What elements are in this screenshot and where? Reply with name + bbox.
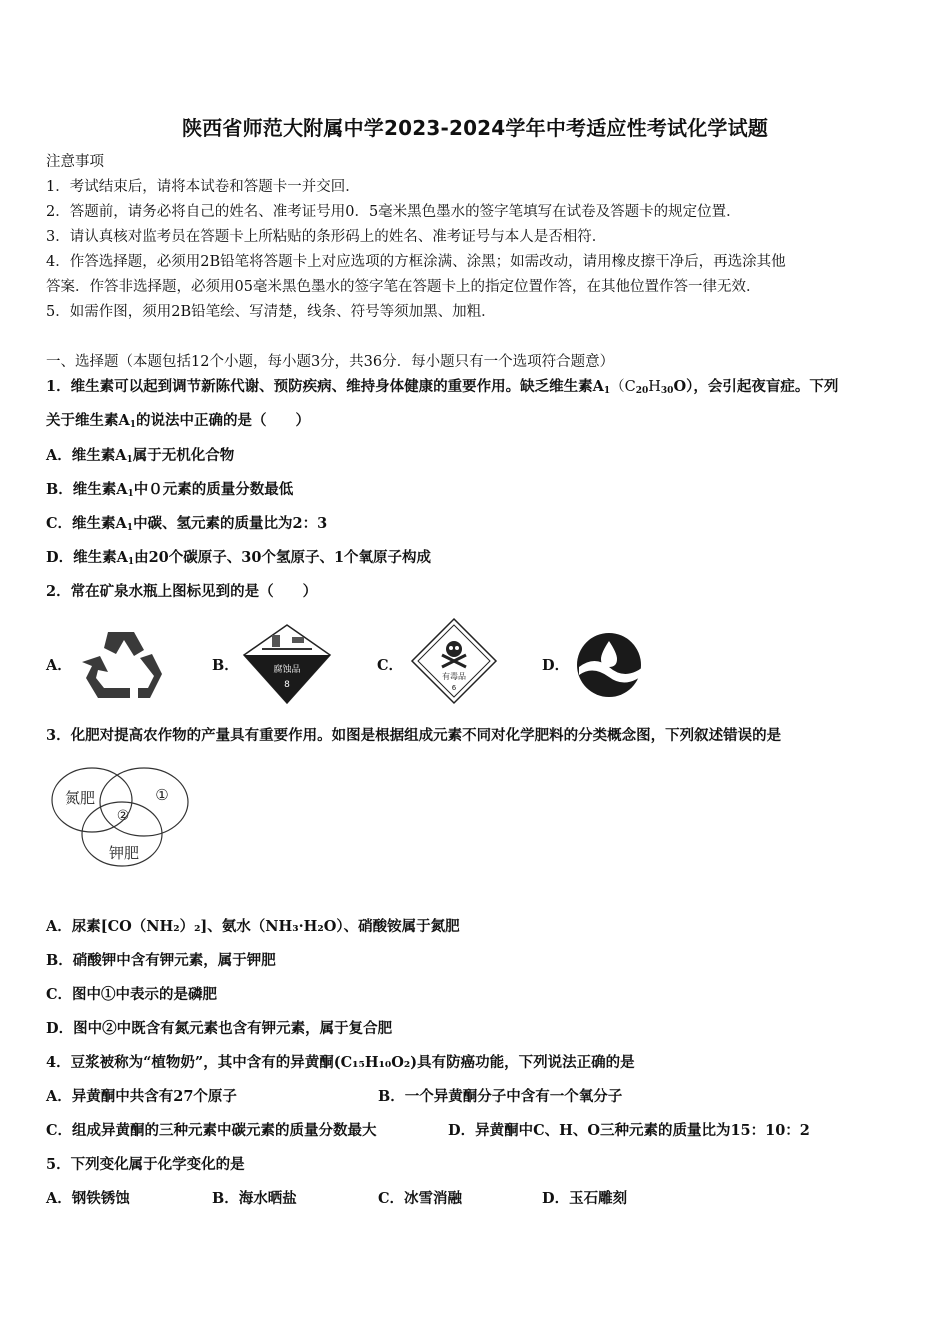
q1-c-pre: C．维生素A xyxy=(46,515,127,532)
q2-label-c[interactable]: C． xyxy=(377,657,404,674)
notice-item-4-cont: 答案．作答非选择题，必须用05毫米黑色墨水的签字笔在答题卡上的指定位置作答，在其他位置作答一律无效． xyxy=(46,279,761,295)
fertilizer-venn-diagram xyxy=(46,762,196,872)
venn-region-2: ② xyxy=(116,808,130,824)
q1-option-d[interactable] xyxy=(46,548,431,568)
toxic-icon xyxy=(410,617,498,705)
q1-text3: 的说法中正确的是（ ） xyxy=(136,412,311,429)
q4-option-a[interactable]: A．异黄酮中共含有27个原子 xyxy=(46,1088,237,1105)
q4-option-b[interactable]: B．一个异黄酮分子中含有一个氧分子 xyxy=(378,1088,623,1105)
q3-option-d[interactable]: D．图中②中既含有氮元素也含有钾元素，属于复合肥 xyxy=(46,1020,393,1037)
q5-option-b[interactable]: B．海水晒盐 xyxy=(212,1190,297,1207)
q4-stem: 4．豆浆被称为“植物奶”，其中含有的异黄酮(C₁₅H₁₀O₂)具有防癌功能，下列说法正确的是 xyxy=(46,1054,635,1071)
q2-stem: 2．常在矿泉水瓶上图标见到的是（ ） xyxy=(46,583,318,600)
q1-option-b[interactable] xyxy=(46,480,293,500)
q4-option-c[interactable]: C．组成异黄酮的三种元素中碳元素的质量分数最大 xyxy=(46,1122,377,1139)
q1-stem-line2 xyxy=(46,411,310,431)
q1-stem-line1 xyxy=(46,377,838,397)
q1-b-pre: B．维生素A xyxy=(46,481,128,498)
q1-text2: 关于维生素A xyxy=(46,412,130,429)
notice-heading: 注意事项 xyxy=(46,154,104,170)
q1-text: 1．维生素可以起到调节新陈代谢、预防疾病、维持身体健康的重要作用。缺乏维生素A xyxy=(46,378,604,395)
q5-option-c[interactable]: C．冰雪消融 xyxy=(378,1190,463,1207)
water-saving-icon xyxy=(575,627,645,705)
q1-option-c[interactable] xyxy=(46,514,327,534)
notice-item-3: 3．请认真核对监考员在答题卡上所粘贴的条形码上的姓名、准考证号与本人是否相符． xyxy=(46,229,607,245)
corrosive-icon xyxy=(242,625,332,705)
toxic-text: 有毒品 xyxy=(442,672,466,681)
q1-formula-open: （C xyxy=(610,379,636,395)
notice-item-2: 2．答题前，请务必将自己的姓名、准考证号用0．5毫米黑色墨水的签字笔填写在试卷及答题卡的规定位置． xyxy=(46,204,741,220)
venn-potassium-label: 钾肥 xyxy=(108,844,140,862)
q1-c-sub: 1 xyxy=(126,523,134,533)
q1-d-post: 由20个碳原子、30个氢原子、1个氧原子构成 xyxy=(134,549,432,566)
notice-item-5: 5．如需作图，须用2B铅笔绘、写清楚，线条、符号等须加黑、加粗． xyxy=(46,304,496,320)
q1-d-pre: D．维生素A xyxy=(46,549,128,566)
recycle-icon xyxy=(78,626,166,706)
q1-formula-hn: 30 xyxy=(660,386,674,396)
q5-option-d[interactable]: D．玉石雕刻 xyxy=(542,1190,628,1207)
section-heading: 一、选择题（本题包括12个小题，每小题3分，共36分．每小题只有一个选项符合题意） xyxy=(46,354,615,370)
q1-a-pre: A．维生素A xyxy=(46,447,127,464)
q2-label-b[interactable]: B． xyxy=(212,657,239,674)
notice-item-4: 4．作答选择题，必须用2B铅笔将答题卡上对应选项的方框涂满、涂黑；如需改动，请用橡皮擦干净后，再选涂其他 xyxy=(46,254,786,270)
q3-option-b[interactable]: B．硝酸钾中含有钾元素，属于钾肥 xyxy=(46,952,276,969)
corrosive-text: 腐蚀品 xyxy=(273,665,301,675)
q1-sub: 1 xyxy=(603,386,611,396)
q1-sub2: 1 xyxy=(129,420,137,430)
q1-formula-h: H xyxy=(648,379,661,395)
q1-b-post: 中０元素的质量分数最低 xyxy=(133,481,294,498)
q1-b-sub: 1 xyxy=(127,489,134,499)
q3-option-c[interactable]: C．图中①中表示的是磷肥 xyxy=(46,986,218,1003)
toxic-number: 6 xyxy=(451,684,457,692)
q5-option-a[interactable]: A．钢铁锈蚀 xyxy=(46,1190,130,1207)
q5-stem: 5．下列变化属于化学变化的是 xyxy=(46,1156,245,1173)
q1-a-post: 属于无机化合物 xyxy=(132,447,235,464)
q3-option-a[interactable]: A．尿素[CO（NH₂）₂]、氨水（NH₃·H₂O）、硝酸铵属于氮肥 xyxy=(46,918,460,935)
q2-label-d[interactable]: D． xyxy=(542,657,570,674)
q3-stem: 3．化肥对提高农作物的产量具有重要作用。如图是根据组成元素不同对化学肥料的分类概念图，下列叙述错误的是 xyxy=(46,727,782,744)
q1-d-sub: 1 xyxy=(127,557,135,567)
q1-a-sub: 1 xyxy=(126,455,133,465)
q1-formula-o: O），会引起夜盲症。下列 xyxy=(673,378,839,395)
notice-item-1: 1．考试结束后，请将本试卷和答题卡一并交回． xyxy=(46,179,360,195)
q1-option-a[interactable] xyxy=(46,446,234,466)
venn-region-1: ① xyxy=(155,786,169,804)
q1-c-post: 中碳、氢元素的质量比为2：3 xyxy=(133,515,328,532)
q2-label-a[interactable]: A． xyxy=(46,657,72,674)
q1-formula-c: 20 xyxy=(635,386,649,396)
venn-nitrogen-label: 氮肥 xyxy=(64,789,96,807)
corrosive-number: 8 xyxy=(284,680,290,690)
page-title: 陕西省师范大附属中学2023-2024学年中考适应性考试化学试题 xyxy=(181,116,769,140)
q4-option-d[interactable]: D．异黄酮中C、H、O三种元素的质量比为15：10：2 xyxy=(448,1122,810,1139)
